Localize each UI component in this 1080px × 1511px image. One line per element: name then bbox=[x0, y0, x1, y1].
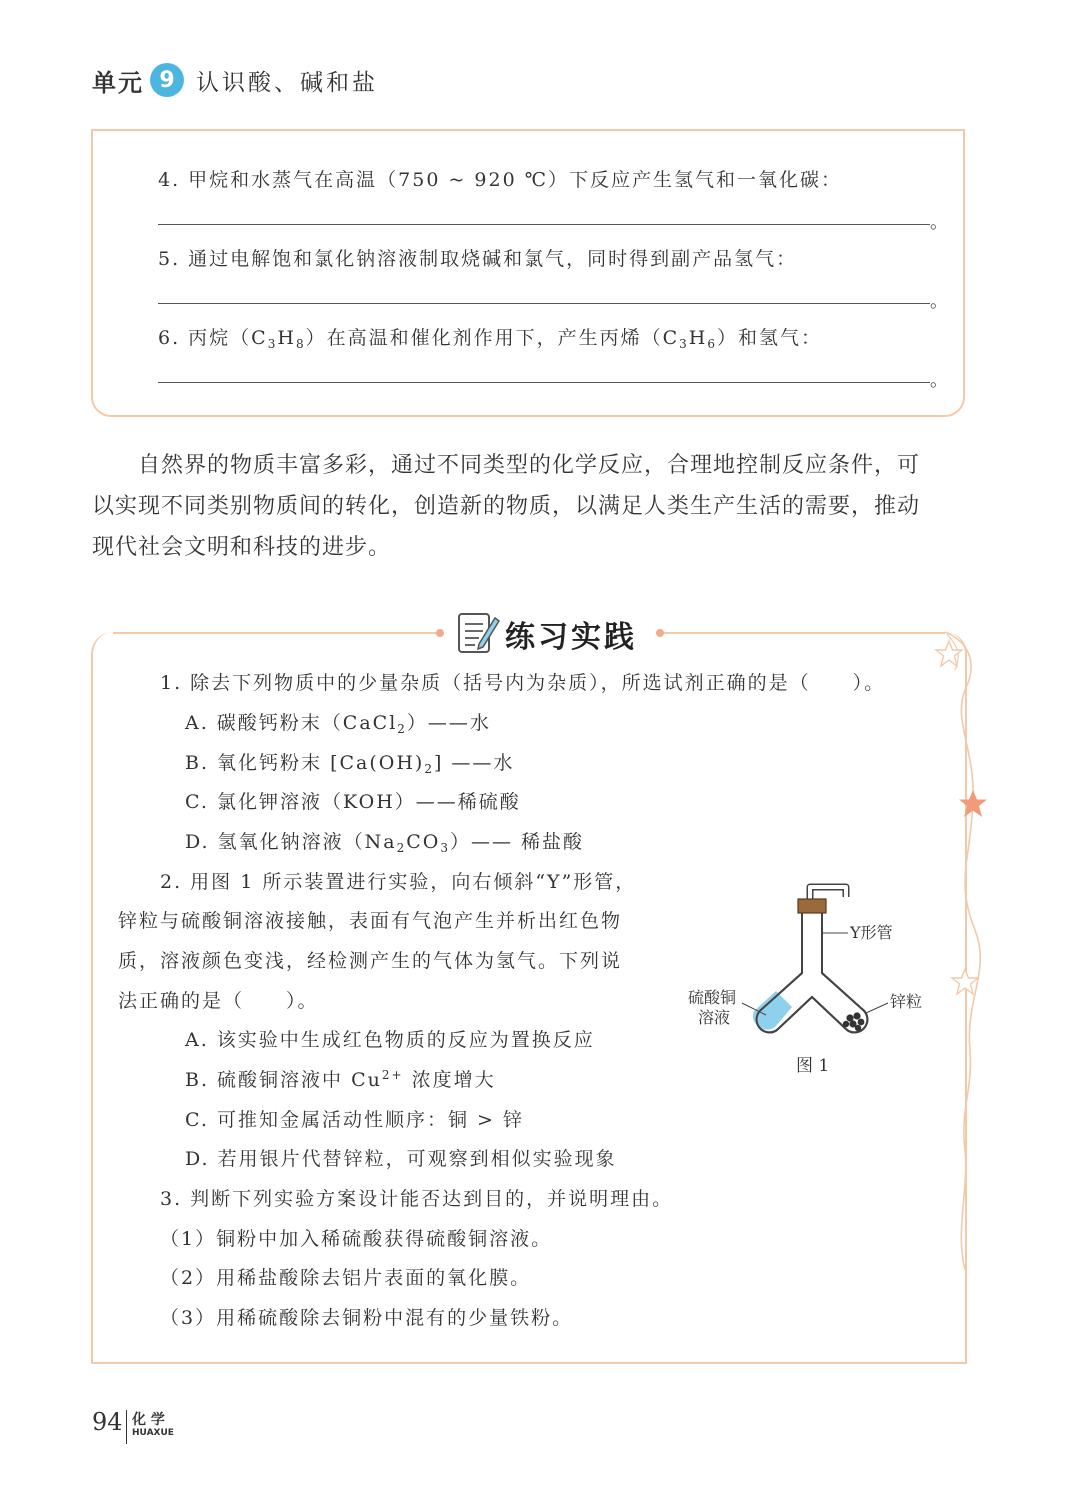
q1-option-d: D. 氢氧化钠溶液$(Na_2CO_3)——$ 稀盐酸 bbox=[185, 831, 585, 855]
question-2-line-3: 质，溶液颜色变浅，经检测产生的气体为氢气。下列说 bbox=[118, 950, 623, 972]
paragraph-line-2: 以实现不同类别物质间的转化，创造新的物质，以满足人类生产生活的需要，推动 bbox=[92, 494, 921, 519]
question-5: 5. 通过电解饱和氯化钠溶液制取烧碱和氯气，同时得到副产品氢气： bbox=[158, 248, 798, 270]
period-6: 。 bbox=[930, 370, 948, 391]
q1-option-a: A. 碳酸钙粉末（CaCl$_2$）——水 bbox=[185, 712, 491, 736]
y-tube-figure bbox=[680, 875, 950, 1085]
q2-option-c: C. 可推知金属活动性顺序：铜 > 锌 bbox=[185, 1109, 524, 1131]
label-zinc: 锌粒 bbox=[890, 992, 923, 1011]
question-2-line-4: 法正确的是（ ）。 bbox=[118, 990, 319, 1012]
notepad-pen-icon bbox=[455, 608, 503, 658]
footer-subject-en: HUAXUE bbox=[132, 1428, 174, 1438]
label-copper-sulfate-2: 溶液 bbox=[698, 1008, 731, 1027]
q1-option-b: B. 氧化钙粉末 $[Ca(OH)_2]$ ——水 bbox=[185, 752, 515, 776]
unit-header bbox=[92, 60, 378, 100]
q2-option-a: A. 该实验中生成红色物质的反应为置换反应 bbox=[185, 1029, 595, 1051]
footer-divider bbox=[126, 1410, 127, 1444]
answer-line-4 bbox=[158, 224, 930, 225]
title-dot-right bbox=[656, 629, 664, 637]
stopper bbox=[798, 899, 826, 913]
section-title: 练习实践 bbox=[505, 620, 637, 655]
paragraph-line-3: 现代社会文明和科技的进步。 bbox=[92, 535, 392, 560]
answer-line-5 bbox=[158, 303, 930, 304]
q3-item-2: （2）用稀盐酸除去铝片表面的氧化膜。 bbox=[160, 1267, 532, 1289]
body-paragraph bbox=[92, 445, 972, 568]
q1-option-c: C. 氯化钾溶液（KOH）——稀硫酸 bbox=[185, 791, 521, 813]
question-2-line-1: 2. 用图 1 所示装置进行实验，向右倾斜“Y”形管， bbox=[160, 871, 637, 893]
paragraph-line-1: 自然界的物质丰富多彩，通过不同类型的化学反应，合理地控制反应条件，可 bbox=[138, 453, 921, 478]
q3-item-3: （3）用稀硫酸除去铜粉中混有的少量铁粉。 bbox=[160, 1307, 574, 1329]
footer-subject: 化 学 bbox=[132, 1412, 165, 1428]
label-y-tube: Y形管 bbox=[850, 923, 893, 942]
answer-line-6 bbox=[158, 382, 930, 383]
question-2-line-2: 锌粒与硫酸铜溶液接触，表面有气泡产生并析出红色物 bbox=[118, 910, 623, 932]
star-outline-icon bbox=[952, 969, 978, 994]
q2-option-b: B. 硫酸铜溶液中 $Cu^{2+}$ 浓度增大 bbox=[185, 1068, 496, 1091]
period-5: 。 bbox=[930, 291, 948, 312]
page-number: 94 bbox=[92, 1408, 123, 1436]
unit-number-badge: 9 bbox=[150, 63, 184, 97]
question-4: 4. 甲烷和水蒸气在高温（750 ~ 920 ℃）下反应产生氢气和一氧化碳： bbox=[158, 169, 842, 191]
q3-item-1: （1）铜粉中加入稀硫酸获得硫酸铜溶液。 bbox=[160, 1228, 553, 1250]
question-6: 6. 丙烷$(C_3H_8)$在高温和催化剂作用下，产生丙烯$(C_3H_6)$和氢气： bbox=[158, 327, 822, 351]
label-copper-sulfate-1: 硫酸铜 bbox=[688, 988, 737, 1007]
question-3: 3. 判断下列实验方案设计能否达到目的，并说明理由。 bbox=[160, 1188, 674, 1210]
unit-label: 单元 bbox=[92, 68, 144, 97]
question-1: 1. 除去下列物质中的少量杂质（括号内为杂质），所选试剂正确的是（ ）。 bbox=[160, 672, 886, 694]
unit-title: 认识酸、碱和盐 bbox=[196, 69, 378, 96]
period-4: 。 bbox=[930, 212, 948, 233]
q2-option-d: D. 若用银片代替锌粒，可观察到相似实验现象 bbox=[185, 1148, 617, 1170]
figure-caption: 图 1 bbox=[796, 1056, 830, 1076]
title-dot-left bbox=[436, 629, 444, 637]
